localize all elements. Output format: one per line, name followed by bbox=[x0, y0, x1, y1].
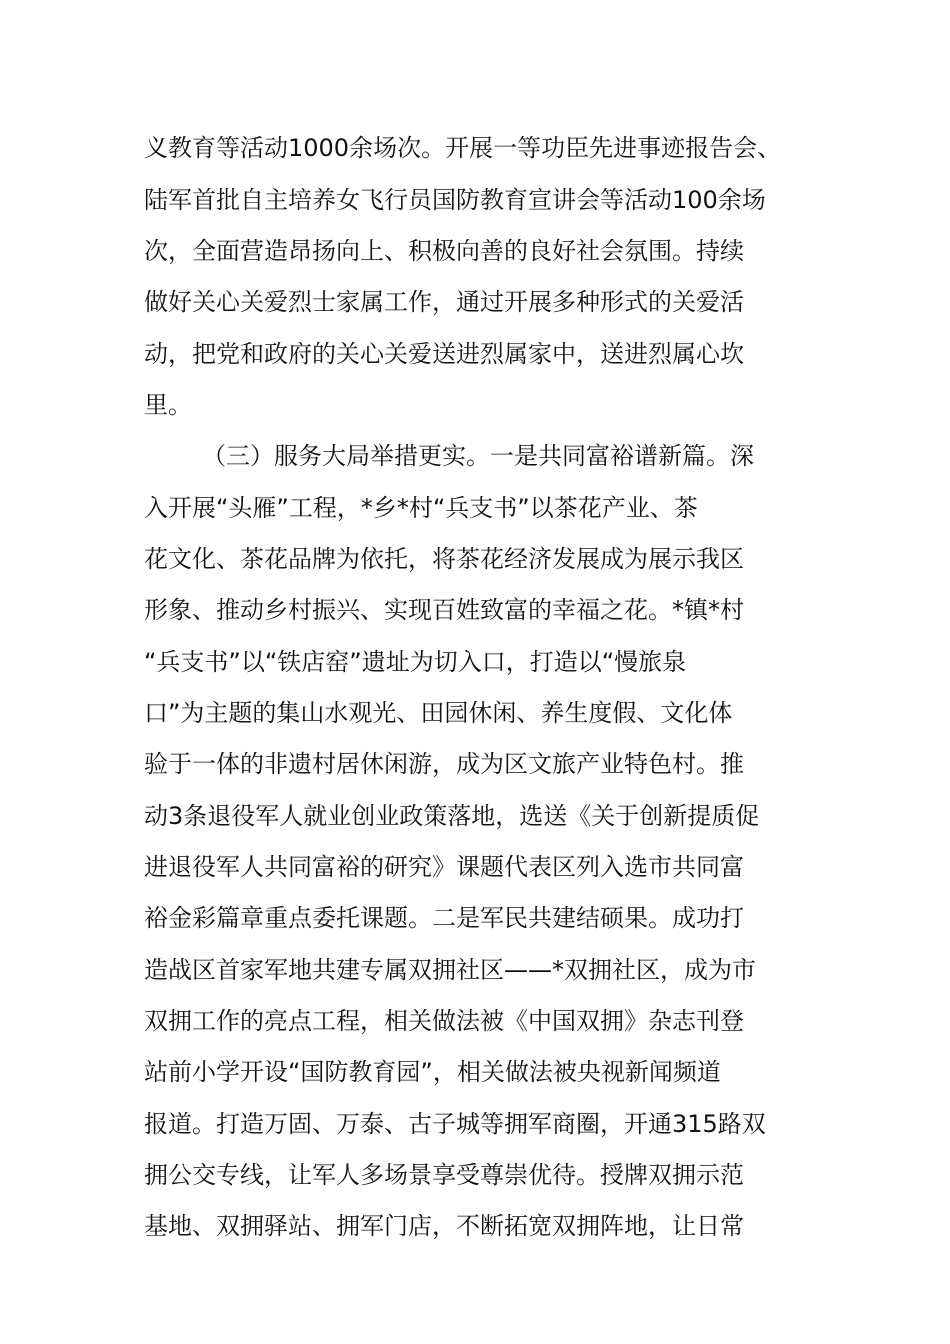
text-line-21: 拥公交专线，让军人多场景享受尊崇优待。授牌双拥示范 bbox=[144, 1161, 744, 1189]
text-line-5: 动，把党和政府的关心关爱送进烈属家中，送进烈属心坎 bbox=[144, 340, 744, 368]
text-line-15: 进退役军人共同富裕的研究》课题代表区列入选市共同富 bbox=[144, 853, 744, 881]
text-line-12: 口”为主题的集山水观光、田园休闲、养生度假、文化体 bbox=[144, 699, 733, 727]
text-line-17: 造战区首家军地共建专属双拥社区——*双拥社区，成为市 bbox=[144, 956, 756, 984]
text-line-9: 花文化、茶花品牌为依托，将茶花经济发展成为展示我区 bbox=[144, 545, 744, 573]
text-line-16: 裕金彩篇章重点委托课题。二是军民共建结硕果。成功打 bbox=[144, 904, 744, 932]
text-line-13: 验于一体的非遗村居休闲游，成为区文旅产业特色村。推 bbox=[144, 750, 744, 778]
text-line-19: 站前小学开设“国防教育园”，相关做法被央视新闻频道 bbox=[144, 1058, 721, 1086]
text-line-2: 陆军首批自主培养女飞行员国防教育宣讲会等活动100余场 bbox=[144, 186, 766, 214]
paragraph-heading-line: （三）服务大局举措更实。一是共同富裕谱新篇。深 bbox=[202, 442, 754, 470]
text-line-11: “兵支书”以“铁店窑”遗址为切入口，打造以“慢旅泉 bbox=[144, 648, 687, 676]
text-line-1: 义教育等活动1000余场次。开展一等功臣先进事迹报告会、 bbox=[144, 134, 782, 162]
text-line-10: 形象、推动乡村振兴、实现百姓致富的幸福之花。*镇*村 bbox=[144, 596, 744, 624]
text-line-6: 里。 bbox=[144, 391, 192, 419]
text-line-8: 入开展“头雁”工程，*乡*村“兵支书”以茶花产业、茶 bbox=[144, 494, 698, 522]
text-line-18: 双拥工作的亮点工程，相关做法被《中国双拥》杂志刊登 bbox=[144, 1007, 744, 1035]
text-line-4: 做好关心关爱烈士家属工作，通过开展多种形式的关爱活 bbox=[144, 288, 744, 316]
text-line-20: 报道。打造万固、万泰、古子城等拥军商圈，开通315路双 bbox=[144, 1110, 766, 1138]
text-line-3: 次，全面营造昂扬向上、积极向善的良好社会氛围。持续 bbox=[144, 237, 744, 265]
text-line-22: 基地、双拥驿站、拥军门店，不断拓宽双拥阵地，让日常 bbox=[144, 1212, 744, 1240]
text-line-14: 动3条退役军人就业创业政策落地，选送《关于创新提质促 bbox=[144, 802, 760, 830]
